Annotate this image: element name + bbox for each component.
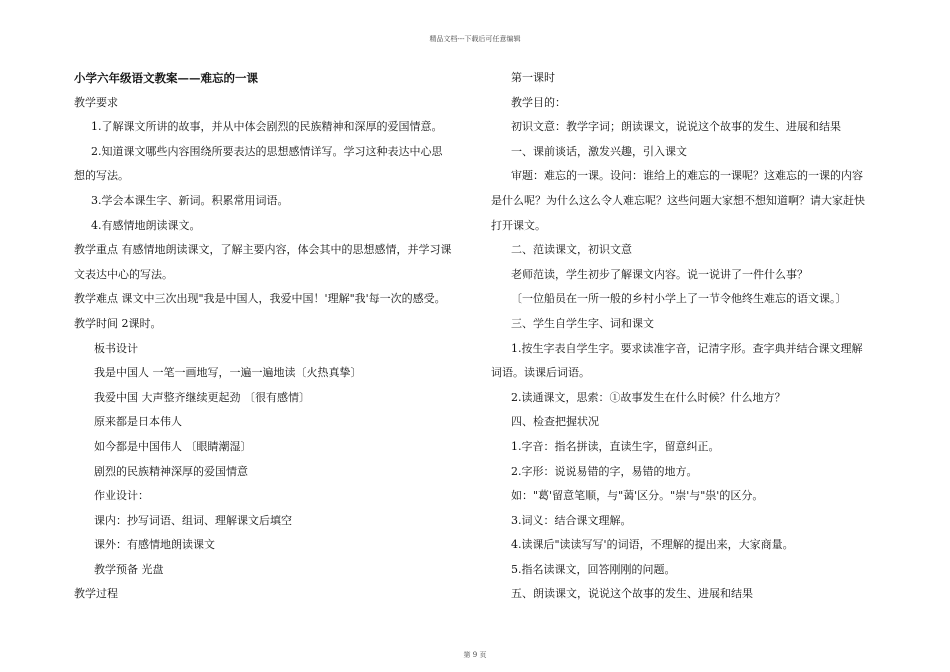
text-line: 剧烈的民族精神深厚的爱国情意 (94, 464, 248, 478)
text-line: 老师范读，学生初步了解课文内容。说一说讲了一件什么事？ (511, 267, 808, 281)
text-line: 5.指名读课文，回答刚刚的问题。 (511, 562, 676, 576)
text-line: 词语。读课后词语。 (491, 366, 590, 380)
text-line: 4.读课后"读读写写'的词语，不理解的提出来，大家商量。 (511, 538, 794, 552)
text-line: 课内：抄写词语、组词、理解课文后填空 (94, 513, 292, 527)
text-line: 1.按生字表自学生字。要求读准字音，记清字形。查字典并结合课文理解 (511, 341, 863, 355)
text-line: 教学时间 2课时。 (74, 316, 162, 330)
text-line: 1.了解课文所讲的故事，并从中体会剧烈的民族精神和深厚的爱国情意。 (91, 120, 443, 134)
text-line: 三、学生自学生字、词和课文 (511, 316, 654, 330)
text-line: 打开课文。 (491, 218, 546, 232)
text-line: 一、课前谈话，激发兴趣，引入课文 (511, 144, 687, 158)
text-line: 3.学会本课生字、新词。积累常用词语。 (91, 193, 289, 207)
text-line: 2.字形：说说易错的字，易错的地方。 (511, 464, 698, 478)
text-line: 板书设计 (94, 341, 138, 355)
text-line: 我爱中国 大声整齐继续更起劲 〔很有感情〕 (94, 390, 310, 404)
text-line: 2.知道课文哪些内容围绕所要表达的思想感情详写。学习这种表达中心思 (91, 144, 443, 158)
text-line: 原来都是日本伟人 (94, 415, 182, 429)
text-line: 初识文意：教学字词；朗读课文，说说这个故事的发生、进展和结果 (511, 120, 841, 134)
text-line: 教学目的： (511, 95, 566, 109)
page-number: 第 9 页 (463, 651, 487, 659)
right-column (491, 66, 881, 607)
text-line: 教学重点 有感情地朗读课文，了解主要内容，体会其中的思想感情，并学习课 (74, 243, 452, 257)
text-line: 课外：有感情地朗读课文 (94, 538, 215, 552)
text-line: 3.词义：结合课文理解。 (511, 513, 632, 527)
text-line: 是什么呢？为什么这么令人难忘呢？这些问题大家想不想知道啊？请大家赶快 (491, 193, 865, 207)
text-line: 教学要求 (74, 95, 118, 109)
text-line: 想的写法。 (74, 169, 129, 183)
document-title: 小学六年级语文教案——难忘的一课 (74, 71, 258, 85)
left-column (74, 66, 466, 607)
text-line: 第一课时 (511, 71, 555, 84)
text-line: 五、朗读课文，说说这个故事的发生、进展和结果 (511, 587, 753, 601)
text-line: 我是中国人 一笔一画地写，一遍一遍地读〔火热真挚〕 (94, 366, 362, 380)
text-line: 4.有感情地朗读课文。 (91, 218, 201, 232)
text-line: 〔一位船员在一所一般的乡村小学上了一节令他终生难忘的语文课。〕 (511, 292, 847, 306)
text-line: 四、检查把握状况 (511, 415, 599, 429)
text-line: 教学难点 课文中三次出现"我是中国人，我爱中国！'理解"我'每一次的感受。 (74, 292, 446, 306)
text-line: 文表达中心的写法。 (74, 267, 173, 281)
text-line: 审题：难忘的一课。设问：谁给上的难忘的一课呢？这难忘的一课的内容 (511, 169, 863, 183)
text-line: 如今都是中国伟人 〔眼睛潮湿〕 (94, 439, 252, 453)
text-line: 如："葛'留意笔顺，与"蔼'区分。"崇'与"祟'的区分。 (511, 489, 764, 503)
text-line: 教学过程 (74, 587, 118, 601)
text-line: 教学预备 光盘 (94, 562, 164, 576)
text-line: 2.读通课文，思索：①故事发生在什么时候？什么地方？ (511, 390, 786, 404)
text-line: 1.字音：指名拼读，直读生字，留意纠正。 (511, 439, 720, 453)
text-line: 作业设计： (94, 489, 149, 503)
page-header: 精品文档---下载后可任意编辑 (429, 35, 521, 43)
text-line: 二、范读课文，初识文意 (511, 243, 632, 257)
